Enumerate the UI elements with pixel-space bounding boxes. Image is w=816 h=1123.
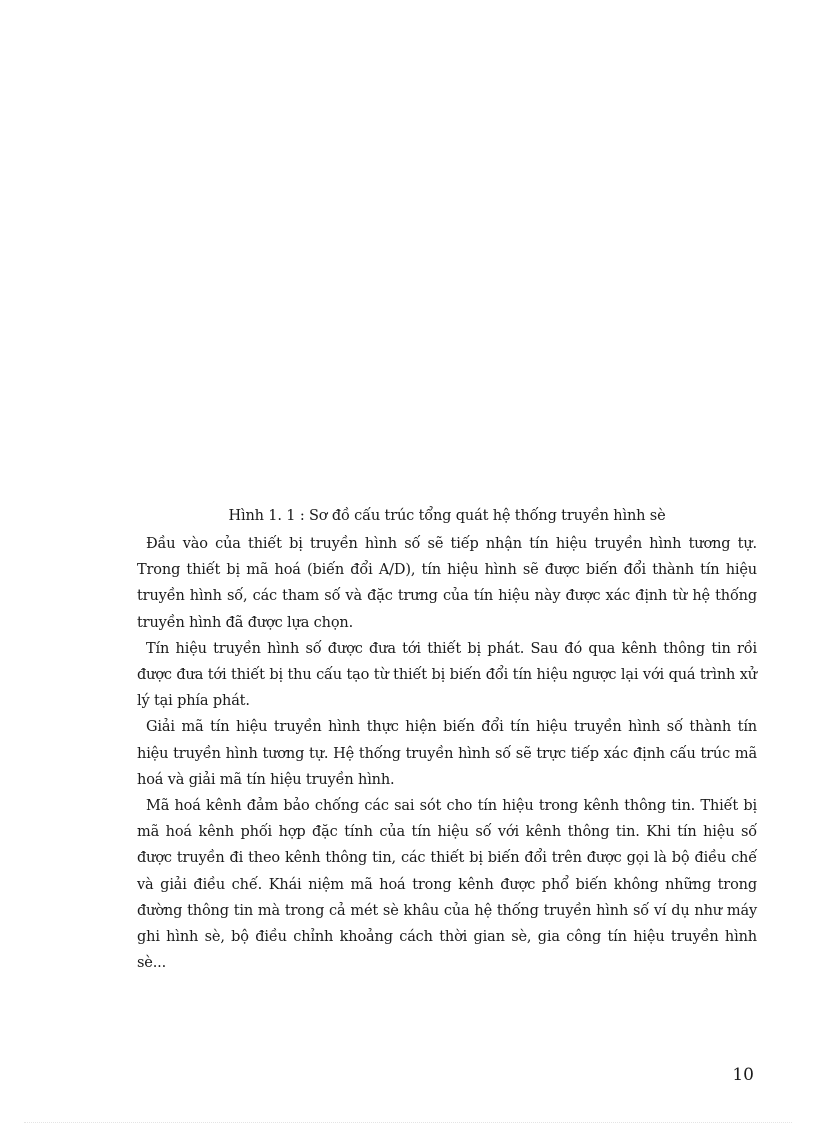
paragraph-decoding: Giải mã tín hiệu truyền hình thực hiện biến đổi tín hiệu truyền hình số thành tín hiệu truyền hình tương tự. Hệ thống truyền hình số sẽ trực tiếp xác định cấu trúc mã hoá và giải mã tín hiệu truyền hình. xyxy=(137,719,757,788)
paragraph-transmission: Tín hiệu truyền hình số được đưa tới thiết bị phát. Sau đó qua kênh thông tin rồi được đưa tới thiết bị thu cấu tạo từ thiết bị biến đổi tín hiệu ngược lại với quá trình xử lý tại phía phát. xyxy=(137,640,757,710)
body-text xyxy=(137,531,757,976)
figure-caption: Hình 1. 1 : Sơ đồ cấu trúc tổng quát hệ thống truyền hình sè xyxy=(228,508,666,524)
paragraph-channel-coding: Mã hoá kênh đảm bảo chống các sai sót cho tín hiệu trong kênh thông tin. Thiết bị mã hoá kênh phối hợp đặc tính của tín hiệu số với kênh thông tin. Khi tín hiệu số được truyền đi theo kênh thông tin, các thiết bị biến đổi trên được gọi là bộ điều chế và giải điều chế. Khái niệm mã hoá trong kênh được phổ biến không những trong đường thông tin mà trong cả mét sè khâu của hệ thống truyền hình số ví dụ như máy ghi hình sè, bộ điều chỉnh khoảng cách thời gian sè, gia công tín hiệu truyền hình sè... xyxy=(137,798,757,972)
paragraph-input-encoding: Đầu vào của thiết bị truyền hình số sẽ tiếp nhận tín hiệu truyền hình tương tự. Trong thiết bị mã hoá (biến đổi A/D), tín hiệu hình sẽ được biến đổi thành tín hiệu truyền hình số, các tham số và đặc trưng của tín hiệu này được xác định từ hệ thống truyền hình đã được lựa chọn. xyxy=(137,536,757,631)
page-number: 10 xyxy=(732,1065,754,1085)
figure-placeholder xyxy=(137,60,757,490)
